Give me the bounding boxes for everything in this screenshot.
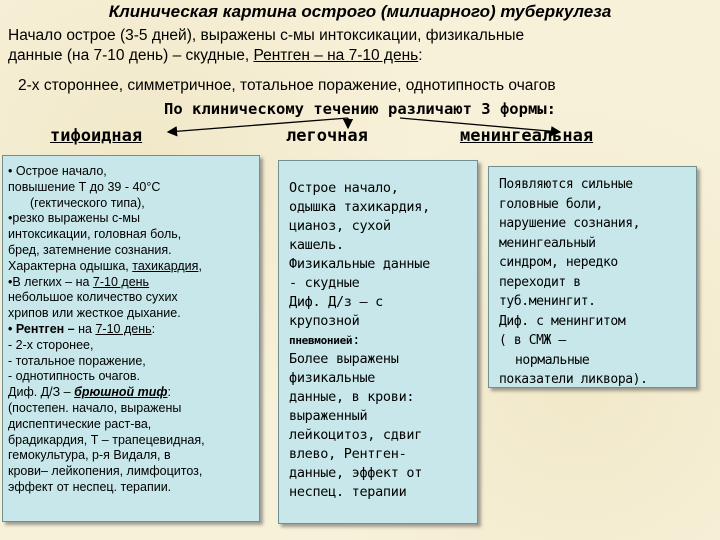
meningeal-line: показатели ликвора). (499, 372, 648, 387)
pulmonary-line: кашель. (289, 237, 344, 253)
intro-line-1: Начало острое (3-5 дней), выражены с-мы интоксикации, физикальные (8, 27, 525, 44)
typhoid-line: гемокультура, р-я Видаля, в (8, 448, 171, 463)
tachycardia-term: тахикардия (132, 258, 199, 273)
intro-line-2-colon: : (418, 47, 423, 64)
typhoid-line: •резко выражены с-мы (8, 211, 140, 226)
pulmonary-line: одышка тахикардия, (289, 199, 430, 215)
typhoid-text: Характерна одышка, (8, 258, 133, 273)
typhoid-line (8, 385, 255, 401)
typhoid-text: : (151, 321, 156, 336)
typhoid-line (8, 275, 255, 291)
xray-term: Рентген – на 7-10 день (253, 47, 419, 64)
pneumonia-term: пневмонией (289, 334, 353, 347)
day-range-term: 7-10 день (92, 274, 150, 289)
typhoid-line: бред, затемнение сознания. (8, 242, 172, 257)
typhoid-line: (постепен. начало, выражены (8, 400, 182, 415)
typhoid-line: диспептические раст-ва, (8, 416, 152, 431)
pulmonary-line (289, 331, 471, 350)
intro-line-3: 2-х стороннее, симметричное, тотальное поражение, однотипность очагов (18, 77, 556, 94)
pulmonary-line: неспец. терапии (289, 484, 407, 500)
pulmonary-line: физикальные (289, 370, 376, 386)
pulmonary-line: выраженный (289, 408, 368, 424)
pulmonary-line: - скудные (289, 275, 360, 291)
typhoid-fever-term: брюшной тиф (74, 385, 168, 400)
typhoid-line: - 2-х сторонее, (8, 337, 94, 352)
pulmonary-line: влево, Рентген- (289, 446, 407, 462)
pulmonary-line: Диф. Д/з – с (289, 294, 383, 310)
page-title: Клиническая картина острого (милиарного) туберкулеза (108, 2, 612, 21)
meningeal-line: ( в СМЖ – (499, 333, 566, 348)
pulmonary-line: данные, в крови: (289, 389, 415, 405)
meningeal-line: нарушение сознания, (499, 216, 641, 231)
form-title-meningeal: менингеальная (460, 126, 594, 146)
typhoid-line: - однотипность очагов. (8, 369, 140, 384)
typhoid-line: • Острое начало, (8, 164, 107, 178)
meningeal-box (488, 166, 697, 388)
form-title-pulmonary: легочная (286, 126, 368, 146)
typhoid-line: интоксикации, головная боль, (8, 227, 182, 242)
pulmonary-line: Физикальные данные (289, 256, 430, 272)
day-range-term: 7-10 день (95, 321, 152, 336)
typhoid-text: , (198, 258, 202, 273)
typhoid-line: повышение Т до 39 - 40°С (8, 179, 161, 194)
meningeal-line: синдром, нередко (499, 255, 618, 270)
pulmonary-line: Острое начало, (289, 180, 399, 196)
meningeal-line: переходит в (499, 274, 581, 290)
typhoid-text: : (167, 385, 171, 400)
meningeal-line: Появляются сильные (499, 177, 633, 192)
typhoid-box (2, 155, 260, 522)
pulmonary-line: Более выражены (289, 351, 399, 367)
typhoid-line: эффект от неспец. терапии. (8, 479, 172, 494)
meningeal-line: туб.менингит. (499, 294, 596, 309)
pulmonary-text: : (352, 332, 361, 348)
meningeal-line: менингеальный (499, 235, 596, 251)
form-title-typhoid: тифоидная (50, 126, 143, 146)
typhoid-line: крови– лейкопения, лимфоцитоз, (8, 464, 203, 479)
pulmonary-line: лейкоцитоз, сдвиг (289, 427, 423, 443)
intro-line-2-text: данные (на 7-10 день) – скудные, (8, 47, 254, 64)
pulmonary-line: данные, эффект от (289, 465, 423, 481)
meningeal-line: нормальные (515, 352, 590, 368)
typhoid-line: брадикардия, Т – трапецевидная, (8, 432, 205, 447)
meningeal-line: Диф. с менингитом (499, 313, 626, 329)
typhoid-line: (гектического типа), (30, 195, 145, 210)
meningeal-line: головные боли, (499, 196, 603, 212)
typhoid-text: на (74, 321, 96, 336)
typhoid-line: хрипов или жесткое дыхание. (8, 306, 181, 321)
forms-heading: По клиническому течению различают 3 формы: (164, 100, 556, 118)
typhoid-line (8, 259, 255, 275)
xray-label: • Рентген – (8, 321, 75, 336)
typhoid-line: - тотальное поражение, (8, 353, 146, 368)
typhoid-text: •В легких – на (8, 274, 93, 289)
typhoid-line (8, 322, 255, 338)
typhoid-line: небольшое количество сухих (8, 290, 178, 305)
pulmonary-line: крупозной (289, 313, 360, 329)
pulmonary-line: цианоз, сухой (289, 218, 391, 234)
pulmonary-box (278, 160, 478, 524)
typhoid-text: Диф. Д/З – (8, 385, 75, 400)
